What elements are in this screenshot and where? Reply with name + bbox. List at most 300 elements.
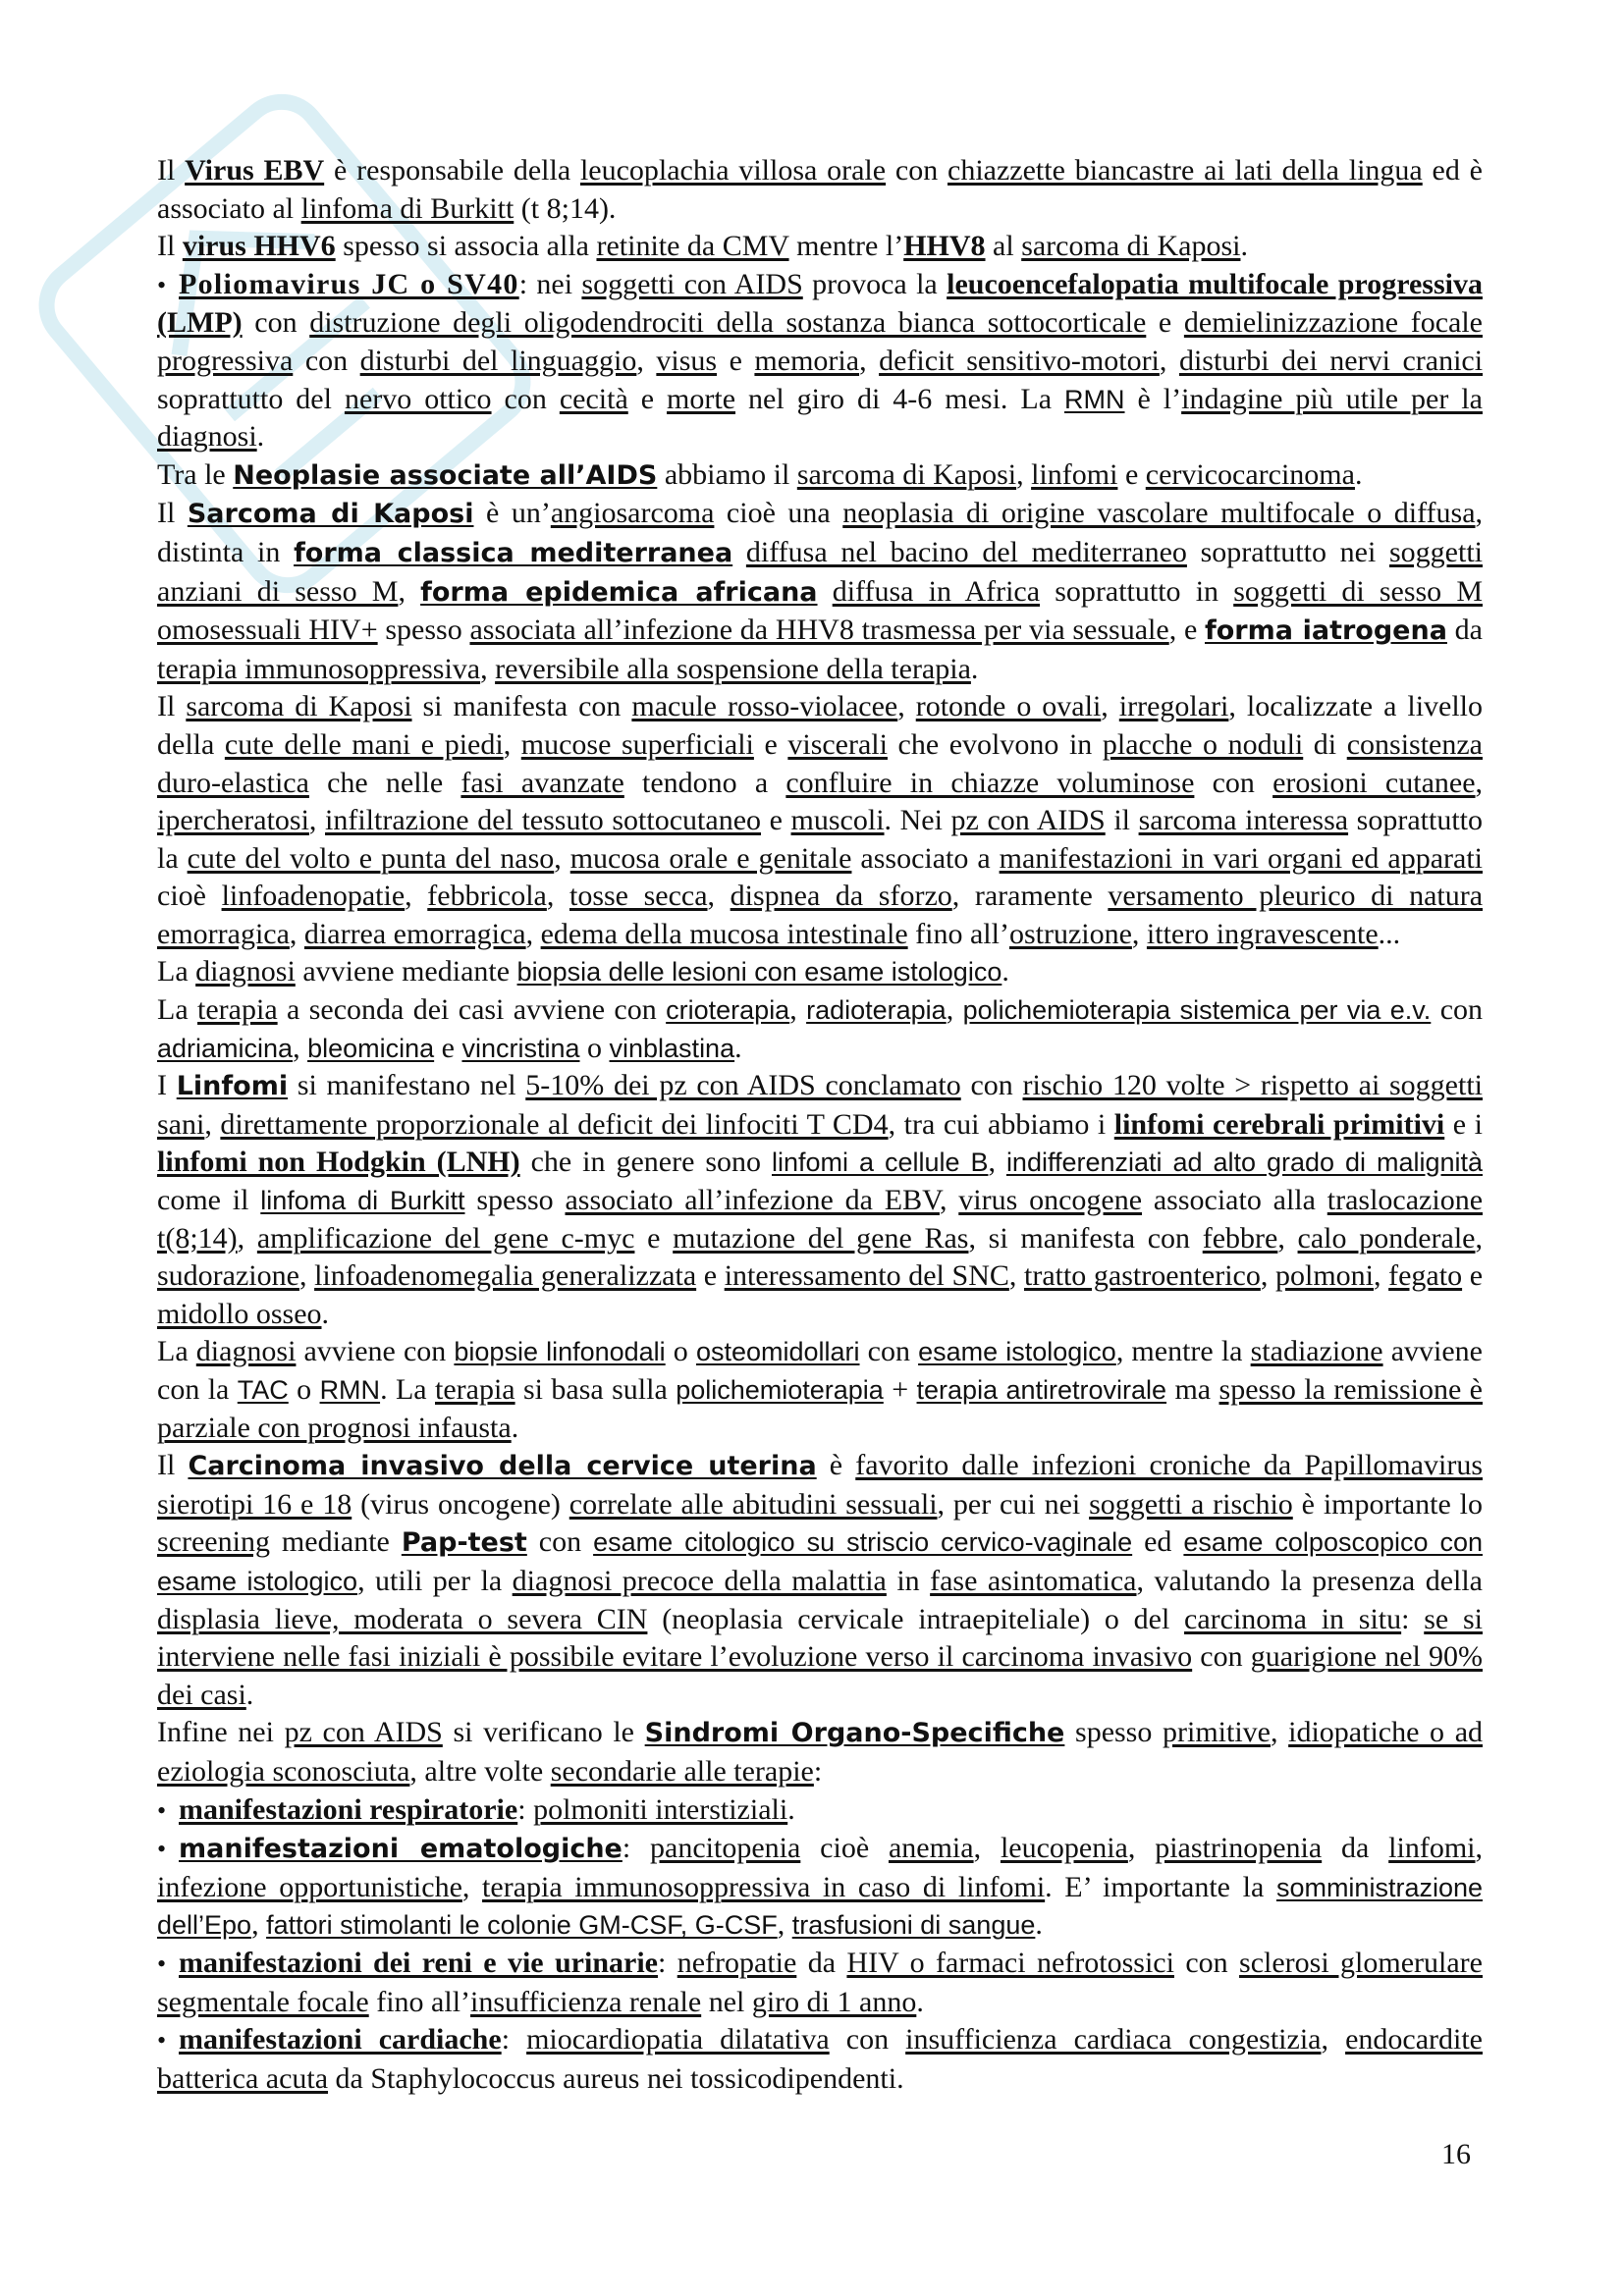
text-run: cioè	[157, 880, 222, 913]
text-run: Sindromi Organo-Specifiche	[644, 1718, 1065, 1749]
text-run: è	[816, 1449, 856, 1482]
text-run: somministrazione dell’Epo	[157, 1872, 1484, 1941]
text-run: ,	[636, 344, 657, 377]
text-run: che evolvono in	[887, 727, 1103, 761]
text-run: . E’ importante la	[1045, 1870, 1276, 1903]
text-run: ,	[1321, 2023, 1346, 2056]
text-run: ed	[1132, 1525, 1184, 1559]
text-run: ,	[1270, 1716, 1289, 1749]
text-run: ,	[204, 1107, 221, 1141]
text-run: esame citologico su striscio cervico-vaginale	[593, 1527, 1133, 1558]
text-run: e	[627, 382, 668, 415]
text-run: polmoni	[1274, 1259, 1374, 1293]
text-run: ,	[237, 1221, 257, 1255]
text-run: ,	[897, 690, 916, 723]
document-body	[157, 152, 1483, 2098]
text-run: Neoplasie associate all’AIDS	[233, 459, 658, 491]
text-run: pz con AIDS	[950, 804, 1106, 837]
paragraph	[157, 1791, 1483, 1831]
text-run: direttamente proporzionale al deficit dei linfociti T CD4	[220, 1107, 889, 1141]
text-run: virus oncogene	[958, 1184, 1143, 1217]
paragraph	[157, 688, 1483, 953]
text-run: dispnea da sforzo	[730, 880, 952, 913]
text-run: soprattutto nei	[1186, 535, 1389, 568]
text-run: muscoli	[790, 804, 885, 837]
text-run: con	[242, 306, 310, 340]
bullet-icon: •	[157, 1949, 167, 1978]
text-run: è responsabile della	[324, 154, 580, 187]
text-run: ,	[554, 841, 570, 875]
text-run: e	[634, 1221, 674, 1255]
paragraph	[157, 953, 1483, 991]
text-run: carcinoma in situ	[1184, 1602, 1402, 1635]
text-run: consistenza duro-elastica	[157, 727, 1483, 799]
text-run: sudorazione	[157, 1259, 299, 1293]
text-run: con	[859, 1335, 919, 1368]
text-run: ,	[251, 1908, 267, 1942]
text-run: radioterapia	[806, 995, 947, 1026]
text-run: La	[157, 1335, 196, 1368]
text-run: diffusa nel bacino del mediterraneo	[745, 535, 1187, 568]
text-run: amplificazione del gene c-myc	[256, 1221, 635, 1255]
text-run: erosioni cutanee	[1272, 766, 1476, 799]
text-run: TAC	[237, 1375, 289, 1405]
text-run: .	[321, 1297, 330, 1330]
text-run: confluire in chiazze voluminose	[785, 766, 1195, 799]
text-run: mucose superficiali	[520, 727, 754, 761]
text-run: nel	[701, 1985, 752, 2018]
text-run: soggetti anziani di sesso M	[157, 535, 1483, 608]
text-run: .	[1240, 230, 1248, 263]
text-run: osteomidollari	[695, 1337, 860, 1367]
bullet-icon: •	[157, 2026, 167, 2056]
text-run: ,	[525, 917, 541, 950]
text-run: Infine nei	[157, 1716, 285, 1749]
text-run: linfoma di Burkitt	[300, 191, 514, 225]
text-run: e	[1462, 1259, 1484, 1293]
text-run: ostruzione	[1008, 917, 1132, 950]
text-run: ittero ingravescente	[1146, 917, 1379, 950]
text-run: Virus EBV	[185, 154, 325, 187]
text-run: e	[1146, 306, 1184, 340]
paragraph	[157, 495, 1483, 688]
text-run: nervo ottico	[344, 382, 492, 415]
text-run: angiosarcoma	[550, 497, 715, 530]
text-run: screening	[157, 1525, 270, 1559]
text-run: si basa sulla	[514, 1373, 677, 1406]
text-run: spesso la remissione è parziale con prognosi infausta	[157, 1373, 1483, 1444]
text-run: con	[293, 344, 360, 377]
text-run: diffusa in Africa	[832, 574, 1041, 608]
text-run: associato a	[851, 841, 1000, 875]
text-run: .	[511, 1411, 519, 1444]
text-run: associato alla	[1142, 1184, 1327, 1217]
text-run: indagine più utile per la diagnosi	[157, 382, 1483, 454]
text-run: sclerosi glomerulare segmentale focale	[157, 1946, 1483, 2018]
text-run: ,	[298, 1259, 315, 1293]
text-run: soprattutto in	[1040, 574, 1234, 608]
text-run: ,	[973, 1832, 1001, 1865]
text-run: fegato	[1388, 1259, 1463, 1293]
page-number: 16	[1441, 2138, 1471, 2170]
text-run: diagnosi	[195, 1335, 297, 1368]
text-run: al	[985, 230, 1022, 263]
text-run: Il	[157, 230, 183, 263]
text-run: sarcoma interessa	[1138, 804, 1349, 837]
text-run: ,	[859, 344, 880, 377]
text-run: infiltrazione del tessuto sottocutaneo	[325, 804, 762, 837]
text-run: si verificano le	[442, 1716, 645, 1749]
bullet-icon: •	[157, 270, 167, 299]
text-run: crioterapia	[666, 995, 790, 1026]
text-run: ,	[503, 727, 521, 761]
text-run: , si manifesta con	[968, 1221, 1203, 1255]
text-run: sarcoma di Kaposi	[1021, 230, 1241, 263]
text-run: HHV8	[903, 230, 986, 263]
text-run: . Nei	[884, 804, 951, 837]
text-run: soggetti con AIDS	[581, 267, 803, 300]
text-run: si manifesta con	[411, 690, 632, 723]
text-run: insufficienza renale	[470, 1985, 702, 2018]
text-run: o	[288, 1373, 320, 1406]
text-run: interessamento del SNC	[724, 1259, 1009, 1293]
text-run: fattori stimolanti le colonie GM-CSF, G-CSF	[266, 1910, 778, 1941]
text-run: febbricola	[427, 880, 547, 913]
bullet-icon: •	[157, 1795, 167, 1825]
text-run: cioè	[800, 1832, 889, 1865]
text-run: spesso	[377, 614, 470, 647]
text-run: con	[1194, 766, 1273, 799]
text-run: e	[717, 344, 755, 377]
text-run: chiazzette biancastre ai lati della lingua	[947, 154, 1423, 187]
text-run: . La	[380, 1373, 435, 1406]
text-run: da	[796, 1946, 847, 1979]
text-run: diarrea emorragica	[303, 917, 526, 950]
text-run: con	[1431, 993, 1484, 1027]
text-run: come il	[157, 1184, 261, 1217]
text-run: :	[517, 1792, 534, 1826]
text-run: con	[960, 1069, 1023, 1102]
text-run: manifestazioni respiratorie	[179, 1792, 518, 1826]
paragraph	[157, 456, 1483, 496]
text-run: linfoadenomegalia generalizzata	[314, 1259, 697, 1293]
paragraph	[157, 2021, 1483, 2098]
text-run: sarcoma di Kaposi	[796, 457, 1017, 491]
paragraph	[157, 991, 1483, 1067]
text-run: primitive	[1163, 1716, 1271, 1749]
text-run: a seconda dei casi avviene con	[277, 993, 667, 1027]
text-run: da Staphylococcus aureus nei tossicodipendenti.	[328, 2061, 904, 2095]
text-run: Carcinoma invasivo della cervice uterina	[188, 1451, 817, 1482]
text-run: ,	[1475, 766, 1484, 799]
text-run: vincristina	[461, 1033, 580, 1063]
text-run: Sarcoma di Kaposi	[187, 499, 474, 530]
text-run: ,	[1131, 917, 1147, 950]
text-run: HIV o farmaci nefrotossici	[846, 1946, 1174, 1979]
text-run: guarigione nel 90% dei casi	[157, 1640, 1483, 1711]
text-run: febbre	[1202, 1221, 1278, 1255]
text-run: .	[256, 420, 265, 454]
text-run: : nei	[518, 267, 582, 300]
text-run: associato all’infezione da EBV	[565, 1184, 940, 1217]
text-run: manifestazioni cardiache	[179, 2023, 502, 2056]
text-run: , raramente	[951, 880, 1109, 913]
text-run: tosse secca	[568, 880, 708, 913]
text-run: ,	[1008, 1259, 1024, 1293]
text-run: esame istologico	[918, 1337, 1116, 1367]
text-run: il	[1105, 804, 1139, 837]
text-run: cioè una	[714, 497, 843, 530]
text-run: demielinizzazione focale progressiva	[157, 306, 1483, 377]
text-run: displasia lieve, moderata o severa CIN	[157, 1602, 648, 1635]
text-run: diagnosi	[195, 955, 296, 988]
text-run: e	[753, 727, 788, 761]
text-run: è l’	[1124, 382, 1182, 415]
bullet-icon: •	[157, 1835, 167, 1864]
text-run: (virus oncogene)	[352, 1487, 569, 1521]
text-run: fase asintomatica	[930, 1564, 1137, 1597]
text-run: (neoplasia cervicale intraepiteliale) o del	[647, 1602, 1185, 1635]
text-run: fino all’	[907, 917, 1009, 950]
text-run: e	[1117, 457, 1146, 491]
text-run: ,	[1101, 690, 1119, 723]
text-run: da	[1322, 1832, 1389, 1865]
text-run: ,	[1159, 344, 1179, 377]
paragraph	[157, 152, 1483, 228]
text-run: manifestazioni ematologiche	[179, 1834, 623, 1865]
text-run: Il	[157, 497, 188, 530]
paragraph	[157, 1714, 1483, 1790]
text-run: versamento pleurico di natura emorragica	[157, 880, 1484, 950]
text-run: è un’	[473, 497, 551, 530]
text-run: cervicocarcinoma	[1145, 457, 1355, 491]
text-run: :	[813, 1754, 823, 1788]
text-run: soprattutto del	[157, 382, 345, 415]
text-run: , valutando la presenza della	[1136, 1564, 1483, 1597]
text-run: ,	[1475, 1832, 1484, 1865]
text-run: linfomi a cellule B	[772, 1148, 989, 1178]
text-run: fino all’	[368, 1985, 471, 2018]
text-run: con	[1173, 1946, 1240, 1979]
paragraph	[157, 1067, 1483, 1333]
text-run: cute del volto e punta del naso	[187, 841, 555, 875]
paragraph	[157, 1333, 1483, 1447]
text-run: , mentre la	[1115, 1335, 1251, 1368]
paragraph	[157, 266, 1483, 456]
text-run: leucoencefalopatia multifocale progressiva (LMP)	[157, 267, 1483, 340]
text-run: , localizzate a livello della	[157, 690, 1484, 761]
text-run: mutazione del gene Ras	[673, 1221, 969, 1255]
paragraph	[157, 228, 1483, 266]
text-run: ,	[293, 1031, 308, 1064]
text-run: RMN	[1064, 384, 1125, 414]
text-run: edema della mucosa intestinale	[540, 917, 908, 950]
text-run: :	[657, 1946, 677, 1979]
text-run: ,	[289, 917, 304, 950]
text-run: traslocazione t(8;14)	[157, 1184, 1484, 1255]
text-run	[818, 575, 833, 608]
text-run: insufficienza cardiaca congestizia	[905, 2023, 1322, 2056]
text-run: correlate alle abitudini sessuali	[568, 1487, 938, 1521]
text-run: terapia	[435, 1373, 515, 1406]
text-run: sarcoma di Kaposi	[186, 690, 412, 723]
text-run: favorito dalle infezioni croniche da Papillomavirus sierotipi 16 e 18	[157, 1449, 1483, 1521]
text-run: +	[883, 1373, 917, 1406]
text-run: spesso	[1064, 1716, 1163, 1749]
text-run: :	[1401, 1602, 1425, 1635]
text-run: retinite da CMV	[596, 230, 789, 263]
text-run: stadiazione	[1250, 1335, 1383, 1368]
text-run: pz con AIDS	[284, 1716, 443, 1749]
text-run: Il	[157, 154, 186, 187]
text-run: leucoplachia villosa orale	[579, 154, 887, 187]
text-run: ,	[939, 1184, 959, 1217]
text-run: , tra cui abbiamo i	[888, 1107, 1114, 1141]
text-run: ,	[1260, 1259, 1275, 1293]
text-run: macule rosso-violacee	[631, 690, 898, 723]
text-run: adriamicina	[157, 1033, 294, 1063]
text-run: ,	[988, 1146, 1006, 1179]
text-run: ,	[789, 993, 807, 1027]
text-run: provoca la	[802, 267, 947, 300]
text-run: terapia antiretrovirale	[916, 1375, 1167, 1405]
text-run: trasfusioni di sangue	[791, 1910, 1036, 1941]
text-run: forma iatrogena	[1205, 615, 1447, 647]
text-run: con	[526, 1525, 594, 1559]
text-run: Poliomavirus JC o SV40	[179, 267, 519, 300]
text-run: soggetti di sesso M omosessuali HIV+	[157, 574, 1483, 647]
text-run: tratto gastroenterico	[1024, 1259, 1261, 1293]
text-run: che nelle	[308, 766, 461, 799]
text-run: che in genere sono	[519, 1146, 772, 1179]
text-run: o	[579, 1031, 610, 1064]
text-run: avviene con	[296, 1335, 455, 1368]
text-run: linfomi	[1388, 1832, 1476, 1865]
text-run: .	[787, 1792, 795, 1826]
text-run: piastrinopenia	[1155, 1832, 1323, 1865]
text-run: giro di 1 anno	[751, 1985, 917, 2018]
text-run: tendono a	[623, 766, 786, 799]
text-run: irregolari	[1118, 690, 1229, 723]
paragraph	[157, 1945, 1483, 2021]
text-run: manifestazioni in vari organi ed apparati	[999, 841, 1483, 875]
text-run: rischio 120 volte > rispetto ai soggetti sani	[157, 1069, 1483, 1141]
text-run: memoria	[754, 344, 860, 377]
text-run: ,	[946, 993, 963, 1027]
text-run: ed è associato al	[157, 154, 1483, 225]
text-run: La	[157, 993, 198, 1027]
text-run: abbiamo il	[657, 457, 797, 491]
text-run: La	[157, 955, 196, 988]
text-run: ,	[398, 574, 421, 608]
text-run: in	[886, 1564, 931, 1597]
text-run: fasi avanzate	[460, 766, 624, 799]
text-run: deficit sensitivo-motori	[879, 344, 1160, 377]
text-run: ,	[1374, 1259, 1389, 1293]
text-run: distruzione degli oligodendrociti della sostanza bianca sottocorticale	[309, 306, 1147, 340]
text-run: forma classica mediterranea	[294, 537, 733, 568]
text-run: nel giro di 4-6 mesi. La	[735, 382, 1065, 415]
text-run: Il	[157, 690, 187, 723]
text-run: se si interviene nelle fasi iniziali è possibile evitare l’evoluzione verso il carcinoma invasivo	[157, 1602, 1483, 1674]
text-run: avviene mediante	[295, 955, 517, 988]
text-run: pancitopenia	[650, 1832, 801, 1865]
text-run: , altre volte	[409, 1754, 551, 1788]
text-run: , distinta in	[157, 497, 1484, 568]
text-run: soggetti a rischio	[1089, 1487, 1293, 1521]
text-run: ma	[1166, 1373, 1219, 1406]
text-run: e i	[1444, 1107, 1483, 1141]
text-run: morte	[667, 382, 736, 415]
text-run: manifestazioni dei reni e vie urinarie	[179, 1946, 658, 1979]
text-run: biopsia delle lesioni con esame istologico	[516, 957, 1002, 988]
text-run: visus	[656, 344, 718, 377]
text-run: ...	[1378, 917, 1401, 950]
text-run: :	[501, 2023, 527, 2056]
text-run: anemia	[888, 1832, 974, 1865]
text-run: linfomi non Hodgkin (LNH)	[157, 1146, 520, 1179]
text-run: ,	[461, 1870, 483, 1903]
text-run: ,	[707, 880, 731, 913]
text-run: associata all’infezione da HHV8 trasmessa per via sessuale	[469, 614, 1169, 647]
text-run: I	[157, 1069, 177, 1102]
text-run: diagnosi precoce della malattia	[512, 1564, 887, 1597]
text-run: spesso	[464, 1184, 566, 1217]
text-run: .	[245, 1678, 254, 1711]
text-run: polmoniti interstiziali	[533, 1792, 788, 1826]
text-run: infezione opportunistiche	[157, 1870, 462, 1903]
text-run: ,	[777, 1908, 792, 1942]
text-run: miocardiopatia dilatativa	[526, 2023, 830, 2056]
text-run: cute delle mani e piedi	[224, 727, 504, 761]
text-run: e	[696, 1259, 725, 1293]
text-run: ,	[480, 652, 496, 685]
text-run: rotonde o ovali	[915, 690, 1102, 723]
text-run: virus HHV6	[182, 230, 336, 263]
text-run: .	[1001, 955, 1009, 988]
text-run: con	[886, 154, 947, 187]
text-run: esame colposcopico con esame istologico	[157, 1527, 1483, 1596]
text-run: ,	[308, 804, 326, 837]
text-run: e	[761, 804, 791, 837]
text-run: secondarie alle terapie	[550, 1754, 814, 1788]
text-run: e	[434, 1031, 462, 1064]
text-run: ,	[1127, 1832, 1156, 1865]
text-run: terapia immunosoppressiva in caso di linfomi	[482, 1870, 1046, 1903]
text-run: disturbi del linguaggio	[359, 344, 637, 377]
text-run: con	[829, 2023, 906, 2056]
text-run: ,	[405, 880, 428, 913]
text-run: bleomicina	[307, 1033, 435, 1063]
text-run: linfoadenopatie	[221, 880, 406, 913]
text-run: linfoma di Burkitt	[260, 1186, 465, 1216]
text-run: cecità	[559, 382, 628, 415]
text-run: forma epidemica africana	[420, 576, 818, 608]
text-run: :	[622, 1832, 651, 1865]
text-run: Linfomi	[176, 1071, 289, 1102]
text-run: idiopatiche o ad eziologia sconosciuta	[157, 1716, 1484, 1788]
text-run: ,	[1016, 457, 1032, 491]
text-run: endocardite batterica acuta	[157, 2023, 1483, 2095]
text-run: viscerali	[787, 727, 888, 761]
text-run: terapia	[197, 993, 278, 1027]
text-run: polichemioterapia sistemica per via e.v.	[962, 995, 1432, 1026]
text-run: Pap-test	[401, 1527, 527, 1559]
text-run: .	[1035, 1908, 1043, 1942]
text-run: Il	[157, 1449, 189, 1482]
text-run: con	[491, 382, 560, 415]
text-run	[732, 536, 746, 568]
